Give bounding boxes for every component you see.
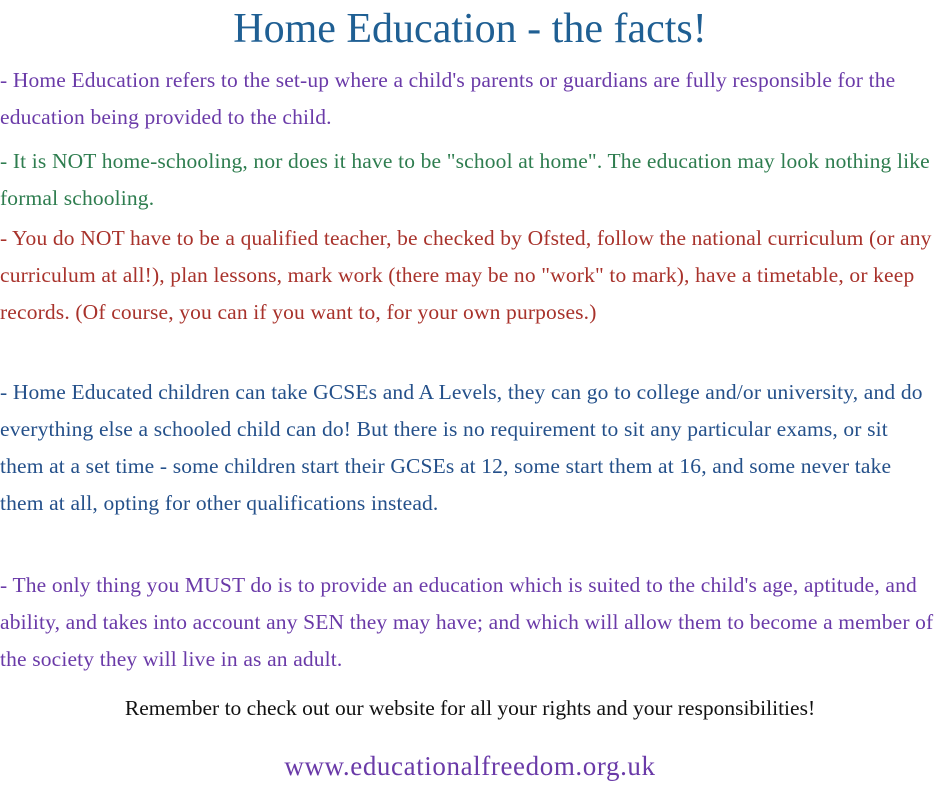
fact-paragraph-no-requirements: - You do NOT have to be a qualified teacher, be checked by Ofsted, follow the national curriculum (or any curriculum at all!), plan lessons, mark work (there may be no "work" to mark), have a timetable, or keep records. (Of course, you can if you want to, for your own purposes.) (0, 226, 932, 324)
fact-paragraph-definition: - Home Education refers to the set-up where a child's parents or guardians are fully responsible for the education being provided to the child. (0, 68, 896, 129)
fact-paragraph-exams: - Home Educated children can take GCSEs and A Levels, they can go to college and/or university, and do everything else a schooled child can do! But there is no requirement to sit any particular exams, or sit them at a set time - some children start their GCSEs at 12, some start them at 16, and some never take them at all, opting for other qualifications instead. (0, 380, 923, 515)
website-link[interactable]: www.educationalfreedom.org.uk (284, 751, 656, 781)
fact-paragraph-not-homeschooling: - It is NOT home-schooling, nor does it have to be "school at home". The education may look nothing like formal schooling. (0, 149, 930, 210)
page-title: Home Education - the facts! (233, 6, 707, 52)
fact-paragraph-must-do: - The only thing you MUST do is to provide an education which is suited to the child's age, aptitude, and ability, and takes into account any SEN they may have; and which will allow them to become a member of the society they will live in as an adult. (0, 573, 934, 671)
reminder-text: Remember to check out our website for all your rights and your responsibilities! (124, 696, 816, 720)
